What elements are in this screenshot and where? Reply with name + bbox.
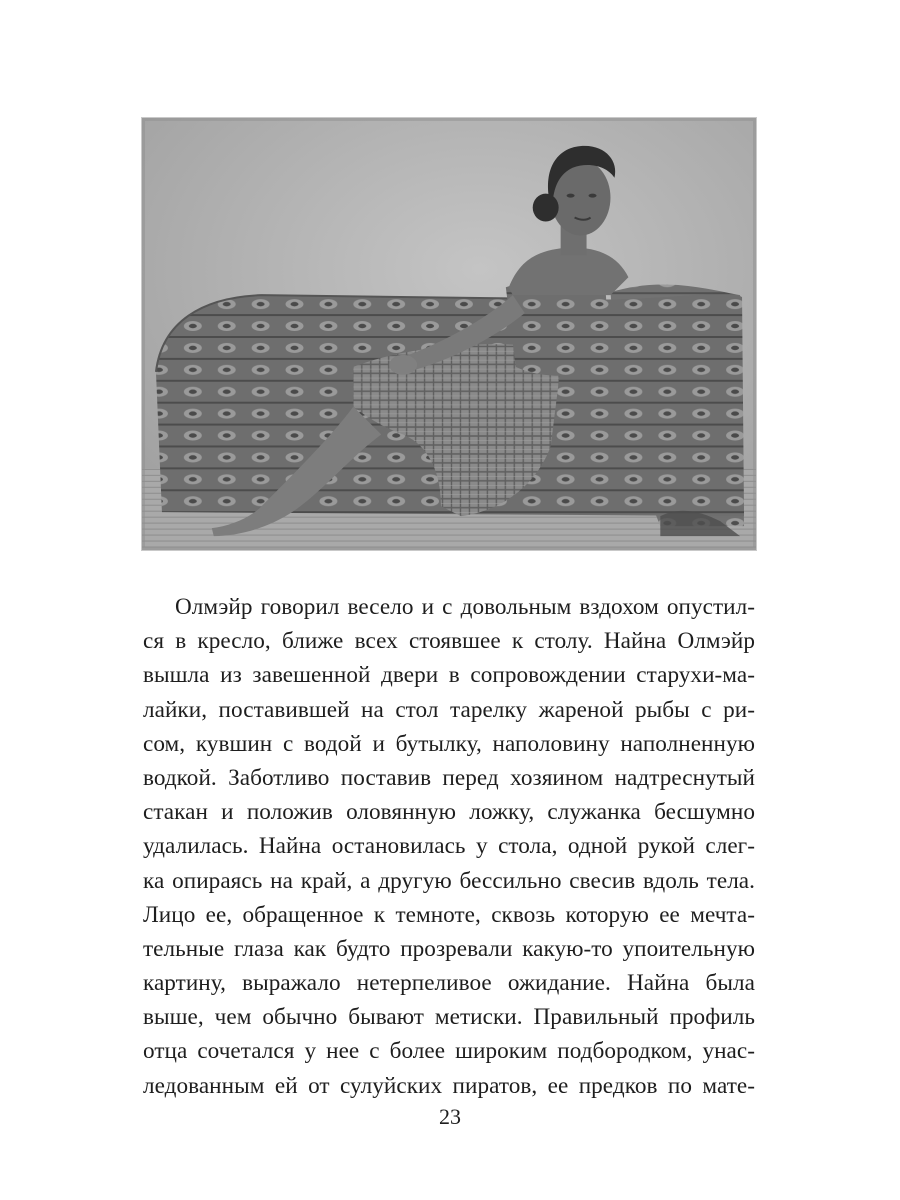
text-line: тельные глаза как будто прозревали какую-то упоительную (143, 935, 755, 962)
text-line: водкой. Заботливо поставив перед хозяином надтреснутый (143, 764, 755, 791)
text-line: Лицо ее, обращенное к темноте, сквозь которую ее мечта- (143, 901, 755, 928)
page-number: 23 (439, 1104, 461, 1129)
text-line: ка опираясь на край, а другую бессильно свесив вдоль тела. (143, 867, 755, 894)
text-line: сом, кувшин с водой и бутылку, наполовину наполненную (143, 730, 755, 757)
text-line: удалилась. Найна остановилась у стола, одной рукой слег- (143, 833, 755, 860)
text-line: выше, чем обычно бывают метиски. Правильный профиль (143, 1004, 755, 1031)
text-line: лайки, поставившей на стол тарелку жареной рыбы с ри- (143, 696, 755, 723)
text-line: стакан и положив оловянную ложку, служанка бесшумно (143, 799, 755, 826)
text-line: Олмэйр говорил весело и с довольным вздохом опустил- (175, 594, 755, 620)
text-line: ледованным ей от сулуйских пиратов, ее предков по мате- (143, 1072, 755, 1099)
body-text (143, 590, 755, 1103)
text-line: ся в кресло, ближе всех стоявшее к столу. Найна Олмэйр (143, 628, 755, 655)
photograph-reclining-woman (141, 117, 757, 551)
text-line: картину, выражало нетерпеливое ожидание. Найна была (143, 970, 755, 997)
photograph-image (142, 118, 756, 550)
text-line: вышла из завешенной двери в сопровождении старухи-ма- (143, 662, 755, 689)
text-line: отца сочетался у нее с более широким подбородком, унас- (143, 1038, 755, 1065)
